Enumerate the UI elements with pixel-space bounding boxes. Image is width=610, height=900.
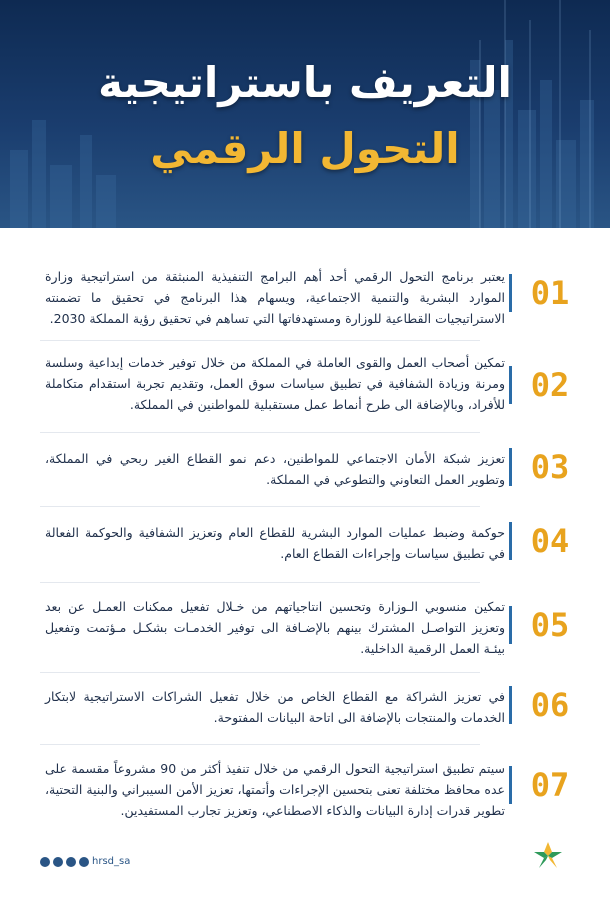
item-number: 01 — [509, 274, 580, 312]
city-skyline-graphic — [0, 0, 610, 228]
item-text: في تعزيز الشراكة مع القطاع الخاص من خلال تفعيل الشراكات الاستراتيجية لابتكار الخدمات والمنتجات بالإضافة الى اتاحة البيانات المفتوحة. — [45, 689, 505, 725]
social-handle[interactable] — [40, 856, 130, 867]
social-handle-text: hrsd_sa — [92, 856, 131, 867]
twitter-icon — [53, 857, 63, 867]
item-number: 04 — [509, 522, 580, 560]
item-number: 06 — [509, 686, 580, 724]
divider — [40, 582, 480, 583]
item-text: سيتم تطبيق استراتيجية التحول الرقمي من خلال تنفيذ أكثر من 90 مشروعاً مقسمة على عده محافظ مختلفة تعنى بتحسين الإجراءات وأتمتها، تعزيز الأمن السيبراني والبنية التحتية، تطوير قدرات إدارة البيانات والذكاء الاصطناعي، وتعزيز تجارب المستفيدين. — [45, 761, 505, 818]
item-number: 03 — [509, 448, 580, 486]
instagram-icon — [66, 857, 76, 867]
item-number: 02 — [509, 366, 580, 404]
divider — [40, 672, 480, 673]
divider — [40, 340, 480, 341]
page-subtitle: التحول الرقمي — [150, 124, 460, 173]
item-number: 05 — [509, 606, 580, 644]
facebook-icon — [40, 857, 50, 867]
item-number: 07 — [509, 766, 580, 804]
divider — [40, 506, 480, 507]
ministry-logo-icon — [526, 838, 570, 878]
divider — [40, 432, 480, 433]
divider — [40, 744, 480, 745]
page-title: التعريف باستراتيجية — [98, 58, 512, 107]
item-text: تمكين أصحاب العمل والقوى العاملة في المملكة من خلال توفير خدمات إبداعية وسلسة ومرنة وزيادة الشفافية في تطبيق سياسات سوق العمل، وتقديم تجربة استقدام متكاملة للأفراد، وبالإضافة الى طرح أنماط عمل مستقبلية للمواطنين في المملكة. — [45, 355, 505, 412]
item-text: يعتبر برنامج التحول الرقمي أحد أهم البرامج التنفيذية المنبثقة من استراتيجية وزارة الموارد البشرية والتنمية الاجتماعية، ويسهام هذا البرنامج في تحقيق ما تضمنته الاستراتيجيات القطاعية للوزارة ومستهدفاتها التي تساهم في تحقيق رؤية المملكة 2030. — [45, 269, 505, 326]
header-banner — [0, 0, 610, 228]
youtube-icon — [79, 857, 89, 867]
item-text: تعزيز شبكة الأمان الاجتماعي للمواطنين، دعم نمو القطاع الغير ربحي في المملكة، وتطوير العمل التعاوني والتطوعي في المملكة. — [45, 451, 505, 487]
item-text: تمكين منسوبي الـوزارة وتحسين انتاجياتهم من خـلال تفعيل ممكنات العمـل عن بعد وتعزيز التواصـل المشترك بينهم بالإضـافة الى توفير الخدمـات بشكـل مـؤتمت وتفعيل بيئـة العمل الرقمية الداخلية. — [45, 599, 505, 656]
item-text: حوكمة وضبط عمليات الموارد البشرية للقطاع العام وتعزيز الشفافية والحوكمة الفعالة في تطبيق سياسات وإجراءات القطاع العام. — [45, 525, 505, 561]
